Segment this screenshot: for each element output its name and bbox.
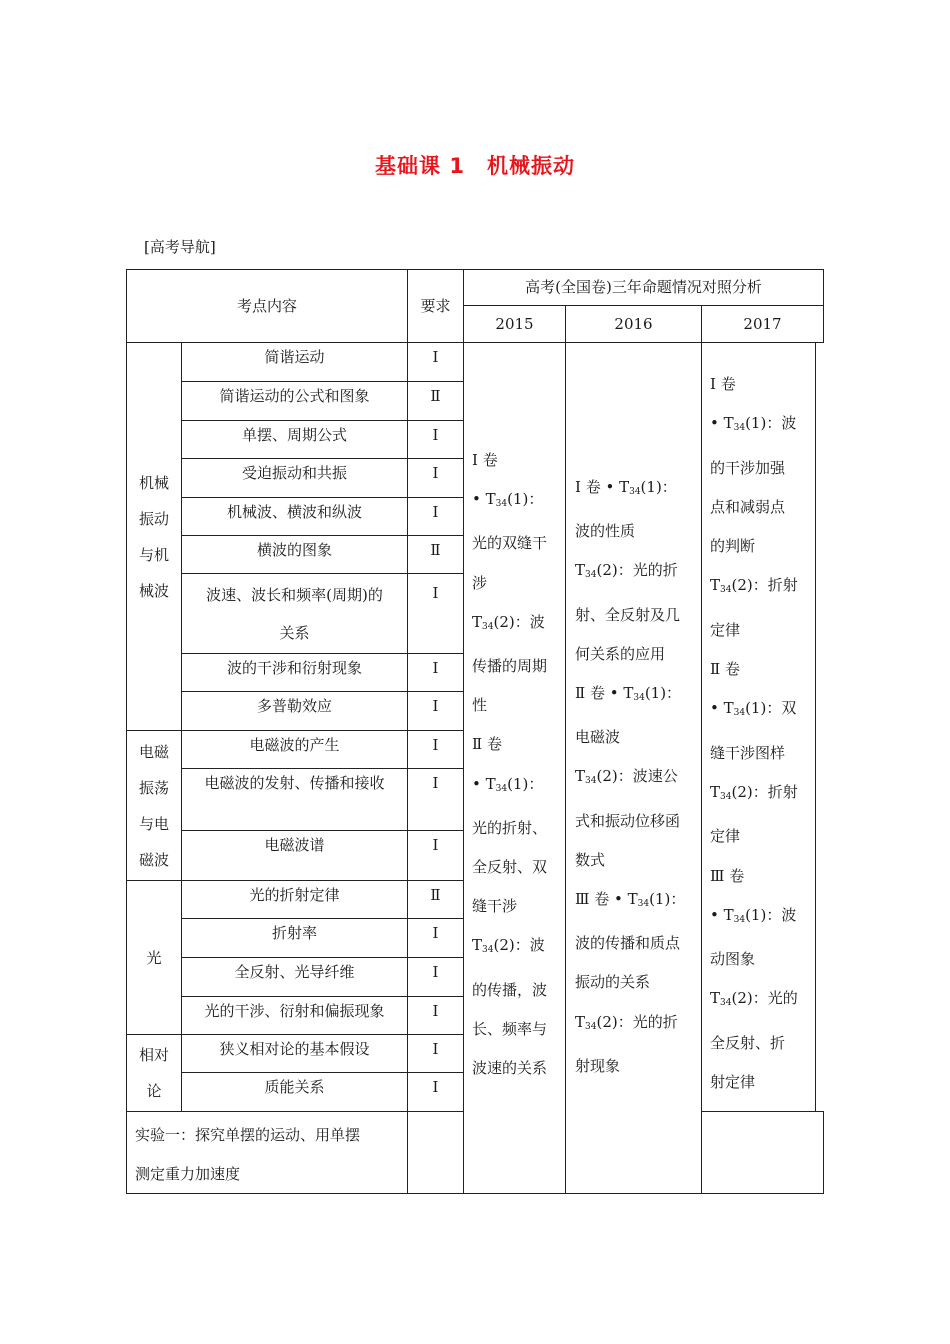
group-mechanical-waves: 机械 振动 与机 械波: [126, 342, 182, 731]
analysis-line: $T_{34}(2)$：折射: [710, 782, 798, 802]
analysis-line: $T_{34}(2)$：光的折: [575, 561, 678, 581]
requirement-cell: Ⅰ: [407, 458, 464, 498]
requirement-cell: Ⅰ: [407, 653, 464, 692]
topic-cell: 折射率: [181, 918, 408, 958]
group-light: 光: [126, 880, 182, 1035]
analysis-line: • $T_{34}(1)$：波: [710, 414, 797, 434]
analysis-line: 光的折射、: [472, 818, 548, 837]
topic-cell: 光的干涉、衍射和偏振现象: [181, 996, 408, 1035]
requirement-cell: Ⅰ: [407, 918, 464, 958]
header-requirement: 要求: [407, 269, 464, 343]
analysis-line: $T_{34}(2)$：折射: [710, 576, 798, 596]
experiment-2017-cell: [701, 1111, 824, 1194]
requirement-cell: Ⅰ: [407, 996, 464, 1035]
topic-cell: 简谐运动: [181, 342, 408, 382]
analysis-line: 波的传播和质点: [575, 934, 681, 953]
analysis-line: 传播的周期: [472, 657, 548, 676]
analysis-line: 点和减弱点: [710, 497, 786, 516]
topic-cell: 全反射、光导纤维: [181, 957, 408, 997]
analysis-2016-text: [575, 468, 699, 1086]
analysis-line: • $T_{34}(1)$：: [472, 774, 544, 794]
topic-cell: 狭义相对论的基本假设: [181, 1034, 408, 1073]
topic-cell: 横波的图象: [181, 535, 408, 574]
requirement-cell: Ⅰ: [407, 1072, 464, 1112]
topic-cell: 质能关系: [181, 1072, 408, 1112]
topic-cell: 波速、波长和频率(周期)的 关系: [181, 573, 408, 654]
analysis-line: 的干涉加强: [710, 458, 786, 477]
topic-cell: 电磁波谱: [181, 830, 408, 881]
analysis-line: 缝干涉图样: [710, 743, 786, 762]
header-year-2016: 2016: [565, 305, 702, 343]
topic-cell: 电磁波的产生: [181, 730, 408, 769]
analysis-line: 定律: [710, 827, 741, 846]
analysis-line: 何关系的应用: [575, 644, 666, 663]
analysis-line: 电磁波: [575, 728, 621, 747]
group-electromagnetic: 电磁 振荡 与电 磁波: [126, 730, 182, 881]
experiment-cell: 实验一：探究单摆的运动、用单摆 测定重力加速度: [126, 1111, 408, 1194]
group-relativity: 相对 论: [126, 1034, 182, 1112]
requirement-cell: Ⅰ: [407, 691, 464, 731]
header-year-2017: 2017: [701, 305, 824, 343]
requirement-cell: Ⅱ: [407, 880, 464, 919]
analysis-line: $T_{34}(2)$：波速公: [575, 767, 678, 787]
analysis-line: 全反射、双: [472, 858, 548, 877]
analysis-line: 射现象: [575, 1056, 621, 1075]
analysis-line: 光的双缝干: [472, 534, 548, 553]
requirement-cell: Ⅰ: [407, 497, 464, 536]
topic-cell: 光的折射定律: [181, 880, 408, 919]
requirement-cell: Ⅰ: [407, 573, 464, 654]
analysis-line: 性: [472, 696, 488, 715]
analysis-line: 的判断: [710, 537, 756, 556]
analysis-line: 波速的关系: [472, 1059, 548, 1078]
topic-cell: 电磁波的发射、传播和接收: [181, 768, 408, 831]
requirement-cell: Ⅰ: [407, 957, 464, 997]
analysis-line: 缝干涉: [472, 897, 518, 916]
analysis-line: • $T_{34}(1)$：: [472, 490, 544, 510]
topic-cell: 多普勒效应: [181, 691, 408, 731]
topic-cell: 受迫振动和共振: [181, 458, 408, 498]
header-year-2015: 2015: [463, 305, 566, 343]
analysis-line: Ⅱ 卷 • $T_{34}(1)$：: [575, 684, 682, 704]
analysis-line: 全反射、折: [710, 1033, 786, 1052]
analysis-line: Ⅲ 卷 • $T_{34}(1)$：: [575, 890, 686, 910]
analysis-line: $T_{34}(2)$：波: [472, 612, 545, 632]
requirement-cell: Ⅰ: [407, 420, 464, 459]
analysis-2017-text: [710, 365, 814, 1102]
experiment-req-cell: [407, 1111, 464, 1194]
analysis-line: Ⅰ 卷: [710, 375, 736, 393]
analysis-line: Ⅰ 卷 • $T_{34}(1)$：: [575, 478, 677, 497]
topic-cell: 简谐运动的公式和图象: [181, 381, 408, 421]
requirement-cell: Ⅰ: [407, 342, 464, 382]
requirement-cell: Ⅱ: [407, 381, 464, 421]
analysis-line: 式和振动位移函: [575, 811, 681, 830]
analysis-line: $T_{34}(2)$：光的: [710, 989, 798, 1009]
analysis-line: • $T_{34}(1)$：波: [710, 905, 797, 925]
requirement-cell: Ⅰ: [407, 830, 464, 881]
analysis-line: 振动的关系: [575, 973, 651, 992]
analysis-line: $T_{34}(2)$：光的折: [575, 1012, 678, 1032]
analysis-line: $T_{34}(2)$：波: [472, 936, 545, 956]
header-analysis: 高考(全国卷)三年命题情况对照分析: [463, 269, 824, 306]
analysis-line: 数式: [575, 850, 606, 869]
header-topic-content: 考点内容: [126, 269, 408, 343]
analysis-line: 射、全反射及几: [575, 605, 681, 624]
requirement-cell: Ⅰ: [407, 1034, 464, 1073]
page-title: 基础课 1 机械振动: [375, 154, 575, 178]
analysis-line: 动图象: [710, 950, 756, 969]
analysis-line: 射定律: [710, 1073, 756, 1092]
topic-cell: 单摆、周期公式: [181, 420, 408, 459]
requirement-cell: Ⅰ: [407, 730, 464, 769]
analysis-line: Ⅲ 卷: [710, 866, 745, 885]
analysis-line: Ⅱ 卷: [710, 660, 740, 679]
analysis-line: • $T_{34}(1)$：双: [710, 699, 797, 719]
requirement-cell: Ⅱ: [407, 535, 464, 574]
analysis-line: Ⅱ 卷: [472, 735, 502, 754]
requirement-cell: Ⅰ: [407, 768, 464, 831]
section-label: [高考导航]: [144, 238, 216, 256]
analysis-2015-text: [472, 441, 564, 1088]
analysis-line: 定律: [710, 620, 741, 639]
topic-cell: 机械波、横波和纵波: [181, 497, 408, 536]
analysis-line: 的传播，波: [472, 980, 548, 999]
analysis-line: 长、频率与: [472, 1019, 548, 1038]
analysis-line: 波的性质: [575, 522, 636, 541]
analysis-line: 涉: [472, 573, 488, 592]
analysis-line: Ⅰ 卷: [472, 451, 498, 469]
topic-cell: 波的干涉和衍射现象: [181, 653, 408, 692]
